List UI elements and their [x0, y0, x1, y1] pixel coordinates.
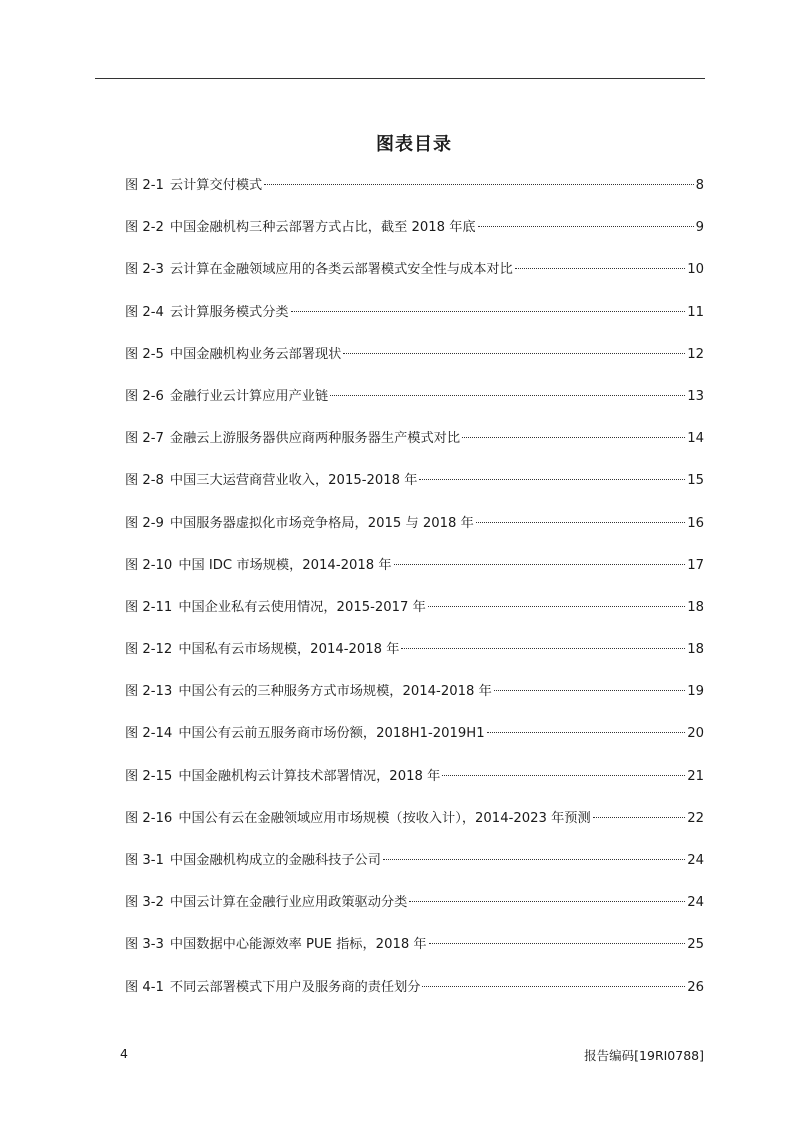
toc-entry[interactable]	[125, 809, 704, 851]
toc-entry[interactable]	[125, 851, 704, 893]
toc-caption: 中国金融机构业务云部署现状	[169, 346, 342, 362]
toc-entry-label	[125, 724, 485, 744]
toc-page-number: 10	[687, 262, 704, 278]
toc-entry[interactable]	[125, 471, 704, 513]
toc-page-number: 21	[687, 768, 704, 784]
toc-dot-leader	[478, 226, 694, 227]
toc-page-number: 17	[687, 557, 704, 573]
toc-page-number: 20	[687, 726, 704, 742]
toc-caption: 金融云上游服务器供应商两种服务器生产模式对比	[169, 431, 461, 447]
toc-page-number: 9	[695, 220, 704, 236]
toc-page-number: 12	[687, 346, 704, 362]
toc-entry-label	[125, 176, 262, 196]
toc-dot-leader	[428, 606, 685, 607]
toc-figure-number: 图 2-15	[125, 768, 173, 784]
toc-page-number: 24	[687, 895, 704, 911]
toc-entry-label	[125, 809, 591, 829]
toc-caption: 云计算服务模式分类	[169, 304, 289, 320]
toc-dot-leader	[487, 732, 686, 733]
toc-dot-leader	[593, 817, 686, 818]
toc-caption: 中国服务器虚拟化市场竞争格局，2015 与 2018 年	[169, 515, 474, 531]
toc-entry[interactable]	[125, 767, 704, 809]
toc-entry-label	[125, 851, 381, 871]
toc-page-number: 24	[687, 853, 704, 868]
toc-page-number: 14	[687, 431, 704, 447]
toc-caption: 中国私有云市场规模，2014-2018 年	[178, 642, 400, 658]
toc-entry[interactable]	[125, 387, 704, 429]
toc-figure-number: 图 2-4	[125, 304, 164, 320]
toc-dot-leader	[409, 901, 685, 902]
toc-caption: 云计算在金融领域应用的各类云部署模式安全性与成本对比	[169, 262, 513, 278]
toc-figure-number: 图 4-1	[125, 979, 164, 995]
toc-list	[125, 176, 704, 1020]
toc-dot-leader	[291, 311, 686, 312]
toc-dot-leader	[442, 775, 685, 776]
toc-caption: 中国金融机构成立的金融科技子公司	[169, 853, 381, 868]
toc-entry[interactable]	[125, 218, 704, 260]
toc-entry[interactable]	[125, 429, 704, 471]
toc-dot-leader	[401, 648, 685, 649]
toc-dot-leader	[330, 395, 685, 396]
toc-figure-number: 图 2-6	[125, 388, 164, 404]
toc-page-number: 16	[687, 515, 704, 531]
toc-page-number: 18	[687, 642, 704, 658]
toc-page-number: 15	[687, 473, 704, 489]
toc-entry-label	[125, 598, 426, 618]
toc-figure-number: 图 3-2	[125, 895, 164, 911]
toc-dot-leader	[429, 943, 686, 944]
toc-caption: 不同云部署模式下用户及服务商的责任划分	[169, 979, 421, 995]
toc-entry-label	[125, 218, 476, 238]
toc-entry[interactable]	[125, 556, 704, 598]
toc-caption: 中国公有云的三种服务方式市场规模，2014-2018 年	[178, 684, 492, 700]
toc-caption: 中国公有云在金融领域应用市场规模（按收入计），2014-2023 年预测	[178, 810, 591, 826]
toc-dot-leader	[494, 690, 685, 691]
toc-entry[interactable]	[125, 176, 704, 218]
toc-figure-number: 图 2-1	[125, 178, 164, 193]
toc-caption: 中国数据中心能源效率 PUE 指标，2018 年	[169, 937, 427, 953]
toc-page-number: 13	[687, 388, 704, 404]
toc-figure-number: 图 2-12	[125, 642, 173, 658]
toc-figure-number: 图 2-7	[125, 431, 164, 447]
toc-page-number: 11	[687, 304, 704, 320]
toc-entry[interactable]	[125, 978, 704, 1020]
toc-page-number: 18	[687, 599, 704, 615]
toc-entry[interactable]	[125, 345, 704, 387]
toc-figure-number: 图 2-9	[125, 515, 164, 531]
toc-dot-leader	[394, 564, 686, 565]
toc-entry[interactable]	[125, 724, 704, 766]
toc-caption: 金融行业云计算应用产业链	[169, 388, 329, 404]
toc-page-number: 25	[687, 937, 704, 953]
toc-page-number: 26	[687, 979, 704, 995]
toc-figure-number: 图 2-10	[125, 557, 173, 573]
toc-entry[interactable]	[125, 260, 704, 302]
toc-dot-leader	[422, 986, 685, 987]
toc-figure-number: 图 2-8	[125, 473, 164, 489]
toc-entry-label	[125, 767, 440, 787]
toc-dot-leader	[462, 437, 685, 438]
toc-dot-leader	[383, 859, 685, 860]
toc-entry[interactable]	[125, 303, 704, 345]
toc-figure-number: 图 3-3	[125, 937, 164, 953]
toc-caption: 云计算交付模式	[169, 178, 263, 193]
toc-figure-number: 图 2-14	[125, 726, 173, 742]
toc-entry-label	[125, 978, 420, 998]
toc-page-number: 19	[687, 684, 704, 700]
toc-entry[interactable]	[125, 893, 704, 935]
footer-report-code: 报告编码[19RI0788]	[584, 1048, 704, 1063]
toc-dot-leader	[343, 353, 685, 354]
toc-entry-label	[125, 514, 474, 534]
toc-entry-label	[125, 556, 392, 576]
toc-entry-label	[125, 345, 341, 365]
toc-entry-label	[125, 471, 417, 491]
page-title: 图表目录	[376, 134, 452, 155]
toc-figure-number: 图 2-11	[125, 599, 173, 615]
toc-figure-number: 图 2-3	[125, 262, 164, 278]
toc-dot-leader	[264, 184, 693, 185]
toc-entry[interactable]	[125, 640, 704, 682]
toc-caption: 中国金融机构三种云部署方式占比，截至 2018 年底	[169, 220, 476, 236]
toc-figure-number: 图 3-1	[125, 853, 164, 868]
toc-page-number: 8	[695, 178, 704, 193]
toc-page-number: 22	[687, 810, 704, 826]
toc-caption: 中国 IDC 市场规模，2014-2018 年	[178, 557, 392, 573]
toc-entry-label	[125, 303, 289, 323]
footer-page-number: 4	[120, 1046, 128, 1061]
toc-entry-label	[125, 429, 460, 449]
toc-dot-leader	[515, 268, 685, 269]
toc-figure-number: 图 2-2	[125, 220, 164, 236]
toc-caption: 中国金融机构云计算技术部署情况，2018 年	[178, 768, 441, 784]
toc-entry-label	[125, 935, 427, 955]
toc-entry-label	[125, 387, 328, 407]
toc-figure-number: 图 2-13	[125, 684, 173, 700]
toc-caption: 中国企业私有云使用情况，2015-2017 年	[178, 599, 426, 615]
toc-dot-leader	[476, 522, 685, 523]
toc-figure-number: 图 2-16	[125, 810, 173, 826]
toc-dot-leader	[419, 479, 685, 480]
toc-caption: 中国云计算在金融行业应用政策驱动分类	[169, 895, 408, 911]
toc-entry-label	[125, 640, 399, 660]
toc-entry-label	[125, 893, 407, 913]
toc-entry[interactable]	[125, 514, 704, 556]
toc-figure-number: 图 2-5	[125, 346, 164, 362]
toc-caption: 中国公有云前五服务商市场份额，2018H1-2019H1	[178, 726, 485, 742]
toc-entry-label	[125, 682, 492, 702]
toc-caption: 中国三大运营商营业收入，2015-2018 年	[169, 473, 418, 489]
toc-entry-label	[125, 260, 513, 280]
header-rule	[95, 78, 705, 79]
toc-entry[interactable]	[125, 935, 704, 977]
toc-entry[interactable]	[125, 598, 704, 640]
toc-entry[interactable]	[125, 682, 704, 724]
